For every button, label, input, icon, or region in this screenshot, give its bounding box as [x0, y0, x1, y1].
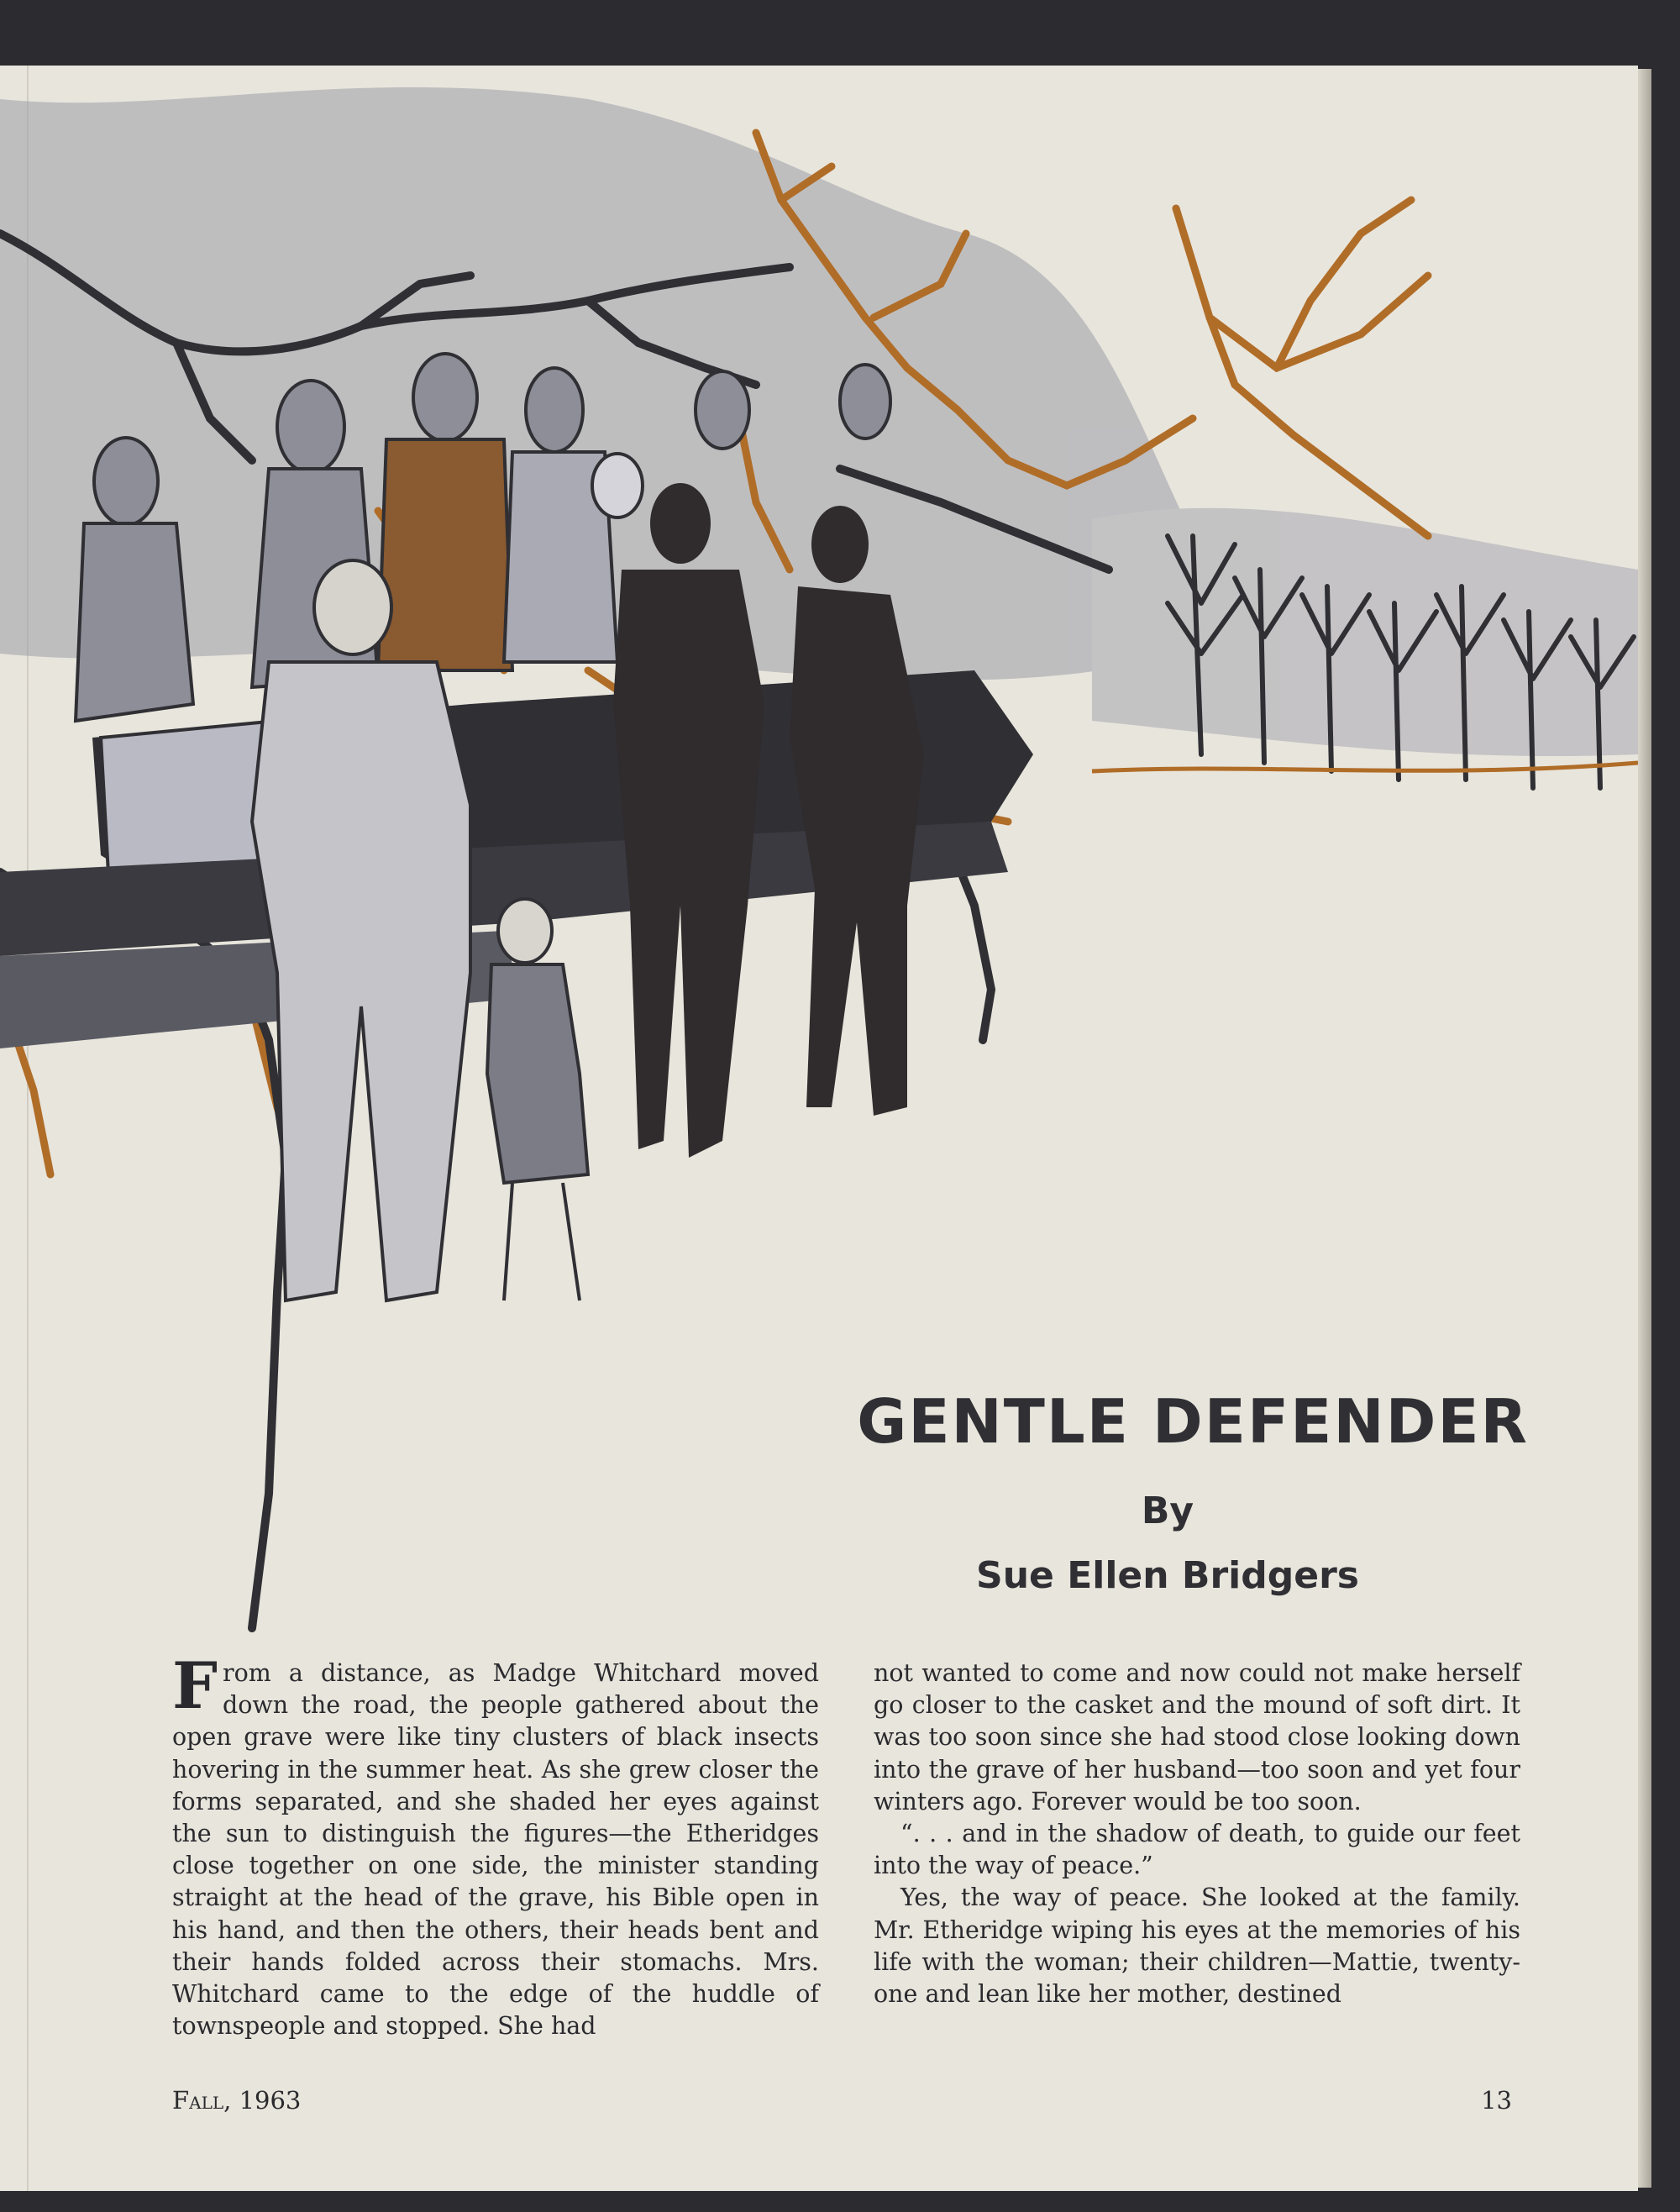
text-column-left — [172, 1648, 819, 2042]
story-title: GENTLE DEFENDER — [857, 1386, 1529, 1457]
text-column-right — [874, 1658, 1520, 2010]
issue-date: Fall, 1963 — [172, 2086, 302, 2115]
opening-paragraph — [172, 1648, 819, 2042]
author-name: Sue Ellen Bridgers — [976, 1554, 1359, 1597]
page-number: 13 — [1481, 2086, 1512, 2115]
drop-cap: F — [172, 1648, 218, 1723]
paragraph-family: Yes, the way of peace. She looked at the family. Mr. Etheridge wiping his eyes at the memories of his life with the woman; their children—Mattie, twenty-one and lean like her mother, destined — [874, 1884, 1520, 2009]
old-man — [252, 560, 470, 1300]
paragraph-minister-quote: “. . . and in the shadow of death, to guide our feet into the way of peace.” — [874, 1820, 1520, 1880]
page-edge — [1638, 69, 1651, 2188]
byline-by: By — [1141, 1490, 1194, 1532]
ground-line — [1092, 763, 1638, 771]
paragraph-continued: not wanted to come and now could not make herself go closer to the casket and the mound of soft dirt. It was too soon since she had stood close looking down into the grave of her husband—too soon and yet four winters ago. Forever would be too soon. — [874, 1659, 1520, 1815]
opening-text: rom a distance, as Madge Whitchard moved down the road, the people gathered about the open grave were like tiny clusters of black insects hovering in the summer heat. As she grew closer the forms separated, and she shaded her eyes against the sun to distinguish the figures—the Etheridges close together on one side, the minister standing straight at the head of the grave, his Bible open in his hand, and then the others, their heads bent and their hands folded across their stomachs. Mrs. Whitchard came to the edge of the huddle of townspeople and stopped. She had — [172, 1659, 819, 2041]
magazine-page — [0, 66, 1638, 2191]
